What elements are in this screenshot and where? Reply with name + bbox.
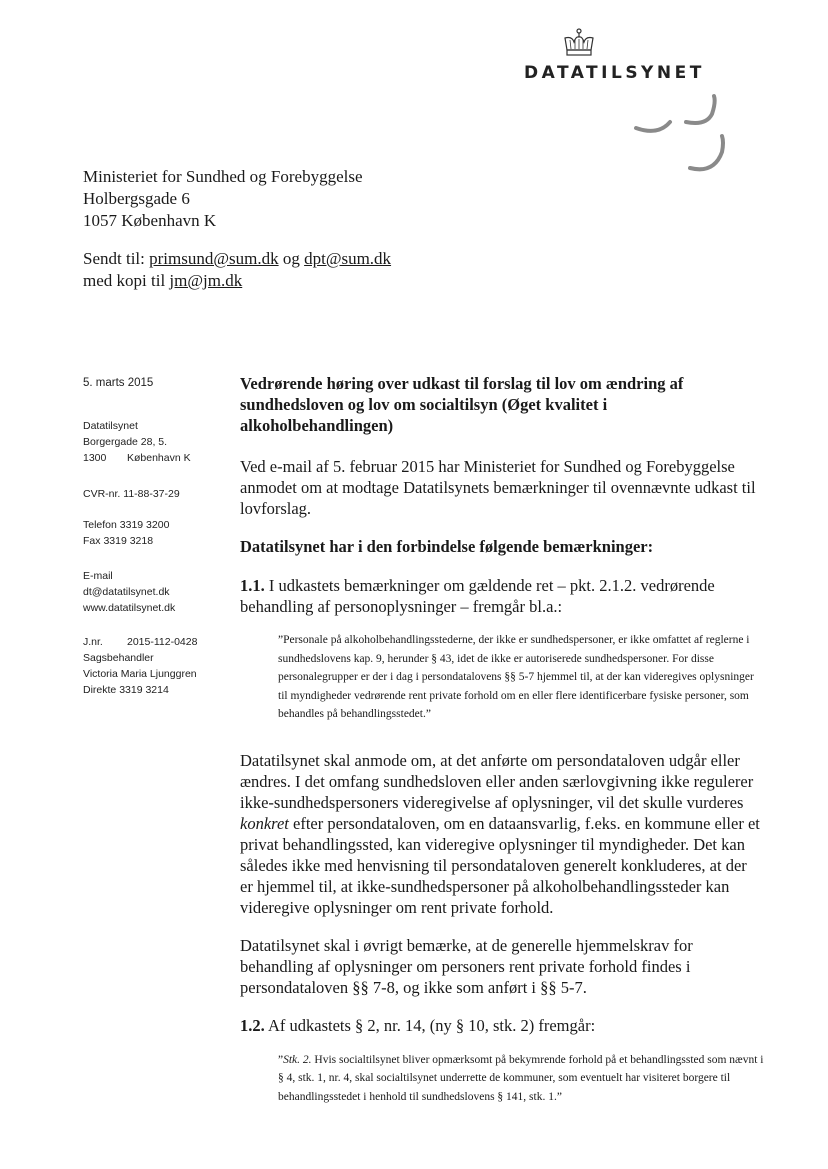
letter-date: 5. marts 2015 bbox=[83, 377, 154, 389]
sent-prefix: Sendt til: bbox=[83, 249, 150, 268]
sender-website[interactable]: www.datatilsynet.dk bbox=[83, 602, 176, 614]
case-handler-label: Sagsbehandler bbox=[83, 652, 154, 664]
sent-joiner: og bbox=[278, 249, 305, 268]
sender-phones bbox=[83, 517, 169, 549]
direct-phone: 3319 3214 bbox=[119, 684, 169, 696]
remarks-heading: Datatilsynet har i den forbindelse følgende bemærkninger: bbox=[240, 537, 654, 556]
email-label: E-mail bbox=[83, 570, 113, 582]
quote-2 bbox=[278, 1051, 764, 1107]
section-1-2 bbox=[240, 1015, 760, 1036]
sender-org: Datatilsynet bbox=[83, 420, 138, 432]
quote-2-italic: Stk. 2. bbox=[283, 1053, 312, 1066]
recipient-address bbox=[83, 166, 363, 232]
letter-subject: Vedrørende høring over udkast til forslag til lov om ændring af sundhedsloven og lov om socialtilsyn (Øget kvalitet i alkoholbehandlingen) bbox=[240, 374, 684, 435]
sender-email[interactable]: dt@datatilsynet.dk bbox=[83, 586, 170, 598]
email-link-dpt[interactable]: dpt@sum.dk bbox=[304, 249, 392, 268]
sender-address bbox=[83, 418, 191, 466]
section-1-2-text: Af udkastets § 2, nr. 14, (ny § 10, stk. 2) fremgår: bbox=[264, 1015, 596, 1035]
section-1-1-text: I udkastets bemærkninger om gældende ret – pkt. 2.1.2. vedrørende behandling af personoplysninger – fremgår bl.a.: bbox=[240, 576, 715, 616]
jnr-value: 2015-112-0428 bbox=[127, 636, 198, 648]
jnr-label: J.nr. bbox=[83, 636, 103, 648]
direct-label: Direkte bbox=[83, 684, 117, 696]
paragraph-2-italic: konkret bbox=[240, 813, 289, 833]
recipient-street: Holbergsgade 6 bbox=[83, 189, 190, 208]
section-1-2-number: 1.2. bbox=[240, 1015, 265, 1035]
case-handler-name: Victoria Maria Ljunggren bbox=[83, 668, 197, 680]
sender-street: Borgergade 28, 5. bbox=[83, 436, 168, 448]
sender-cvr: CVR-nr. 11-88-37-29 bbox=[83, 488, 180, 500]
fax-label: Fax bbox=[83, 535, 101, 547]
brand-name: DATATILSYNET bbox=[524, 63, 705, 83]
recipient-city: 1057 København K bbox=[83, 211, 217, 230]
letter-body bbox=[240, 373, 764, 1106]
phone-number: 3319 3200 bbox=[119, 519, 170, 531]
crown-icon bbox=[562, 28, 596, 58]
paragraph-3: Datatilsynet skal i øvrigt bemærke, at de generelle hjemmelskrav for behandling af oplysninger om personers rent private forhold findes i persondataloven §§ 7-8, og ikke som anført i §§ 5-7. bbox=[240, 935, 693, 997]
handwritten-initials bbox=[628, 92, 738, 182]
section-1-1-number: 1.1. bbox=[240, 576, 265, 595]
quote-1: ”Personale på alkoholbehandlingsstederne, der ikke er sundhedspersoner, er ikke omfattet af reglerne i sundhedslovens kap. 9, herunder § 43, idet de ikke er autoriserede sundhedspersoner. For disse personalegrupper er der i dag i persondatalovens §§ 5-7 hjemmel til, at der kan videregives oplysninger til myndigheder vedrørende rent private forhold om en eller flere identificerbare fysiske personer, som behandles på behandlingsstedet.” bbox=[278, 634, 754, 720]
quote-2-rest: Hvis socialtilsynet bliver opmærksomt på bekymrende forhold på et behandlingssted som nævnt i § 4, stk. 1, nr. 4, skal socialtilsynet underrette de kommuner, som eventuelt har visiteret borgere til behandlingsstedet i henhold til sundhedslovens § 141, stk. 1.” bbox=[278, 1053, 764, 1103]
paragraph-2-part-a: Datatilsynet skal anmode om, at det anførte om persondataloven udgår eller ændres. I det omfang sundhedsloven eller anden særlovgivning ikke regulerer ikke-sundhedspersoners videregivelse af oplysninger, vil det skulle vurderes bbox=[240, 750, 754, 812]
sent-to-block bbox=[83, 248, 391, 292]
sender-city: København K bbox=[127, 452, 191, 464]
email-link-jm[interactable]: jm@jm.dk bbox=[169, 271, 243, 290]
intro-paragraph: Ved e-mail af 5. februar 2015 har Ministeriet for Sundhed og Forebyggelse anmodet om at modtage Datatilsynets bemærkninger til ovennævnte udkast til lovforslag. bbox=[240, 457, 756, 518]
quote-2-open: ” bbox=[278, 1053, 284, 1066]
phone-label: Telefon bbox=[83, 519, 117, 531]
sender-contact bbox=[83, 568, 175, 616]
sender-postcode: 1300 bbox=[83, 452, 107, 464]
fax-number: 3319 3218 bbox=[103, 535, 154, 547]
case-info bbox=[83, 634, 197, 698]
section-1-1 bbox=[240, 575, 760, 617]
cc-prefix: med kopi til bbox=[83, 271, 170, 290]
recipient-name: Ministeriet for Sundhed og Forebyggelse bbox=[83, 167, 363, 186]
paragraph-2 bbox=[240, 750, 760, 918]
email-link-primsund[interactable]: primsund@sum.dk bbox=[149, 249, 279, 268]
paragraph-2-part-b: efter persondataloven, om en dataansvarlig, f.eks. en kommune eller et privat behandlingssted, kan videregive oplysninger til myndigheder. Det kan således ikke med henvisning til persondataloven generelt konkluderes, at der er hjemmel til, at ikke-sundhedspersoner på alkoholbehandlingssteder kan videregive oplysninger om rent private forhold. bbox=[240, 813, 760, 917]
